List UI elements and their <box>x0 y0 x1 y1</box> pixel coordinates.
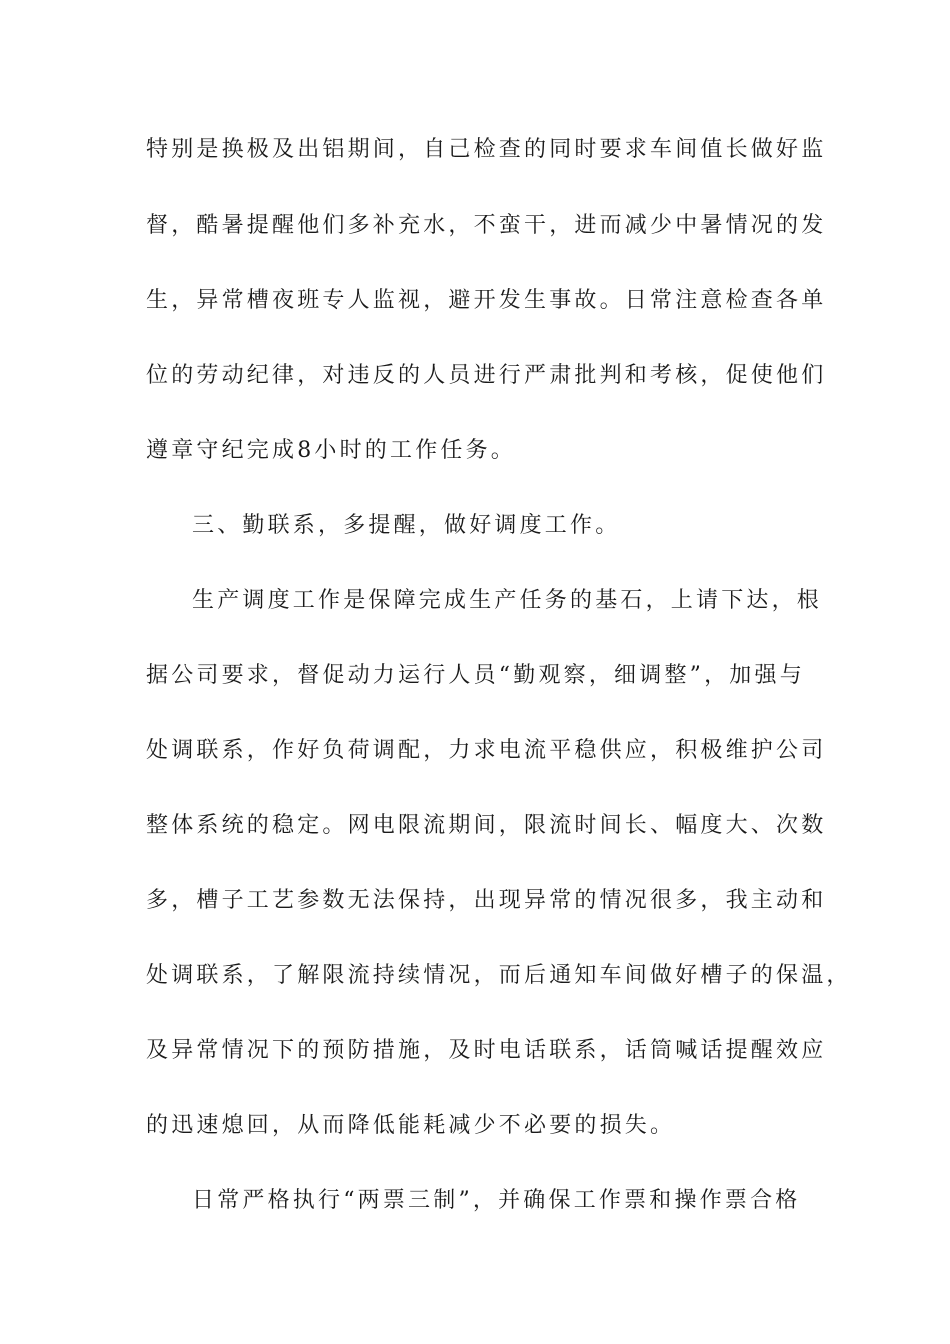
paragraph-line: 的迅速熄回，从而降低能耗减少不必要的损失。 <box>146 1113 676 1138</box>
paragraph-line: 多，槽子工艺参数无法保持，出现异常的情况很多，我主动和 <box>146 888 827 913</box>
section-heading: 三、勤联系，多提醒，做好调度工作。 <box>192 513 621 538</box>
paragraph-line: 督，酷暑提醒他们多补充水，不蛮干，进而减少中暑情况的发 <box>146 213 827 238</box>
paragraph-line: 处调联系，了解限流持续情况，而后通知车间做好槽子的保温， <box>146 963 852 988</box>
paragraph-line: 特别是换极及出铝期间，自己检查的同时要求车间值长做好监 <box>146 137 827 162</box>
paragraph-line: 遵章守纪完成8小时的工作任务。 <box>146 438 516 463</box>
paragraph-line: 整体系统的稳定。网电限流期间，限流时间长、幅度大、次数 <box>146 813 827 838</box>
paragraph-line: 据公司要求，督促动力运行人员“勤观察，细调整”，加强与 <box>146 663 805 688</box>
paragraph-line: 生产调度工作是保障完成生产任务的基石，上请下达，根 <box>192 588 823 613</box>
paragraph-line: 处调联系，作好负荷调配，力求电流平稳供应，积极维护公司 <box>146 738 827 763</box>
paragraph-line: 及异常情况下的预防措施，及时电话联系，话筒喊话提醒效应 <box>146 1038 827 1063</box>
paragraph-line: 位的劳动纪律，对违反的人员进行严肃批判和考核，促使他们 <box>146 363 827 388</box>
paragraph-line: 生，异常槽夜班专人监视，避开发生事故。日常注意检查各单 <box>146 288 827 313</box>
paragraph-line: 日常严格执行“两票三制”，并确保工作票和操作票合格 <box>192 1188 801 1213</box>
